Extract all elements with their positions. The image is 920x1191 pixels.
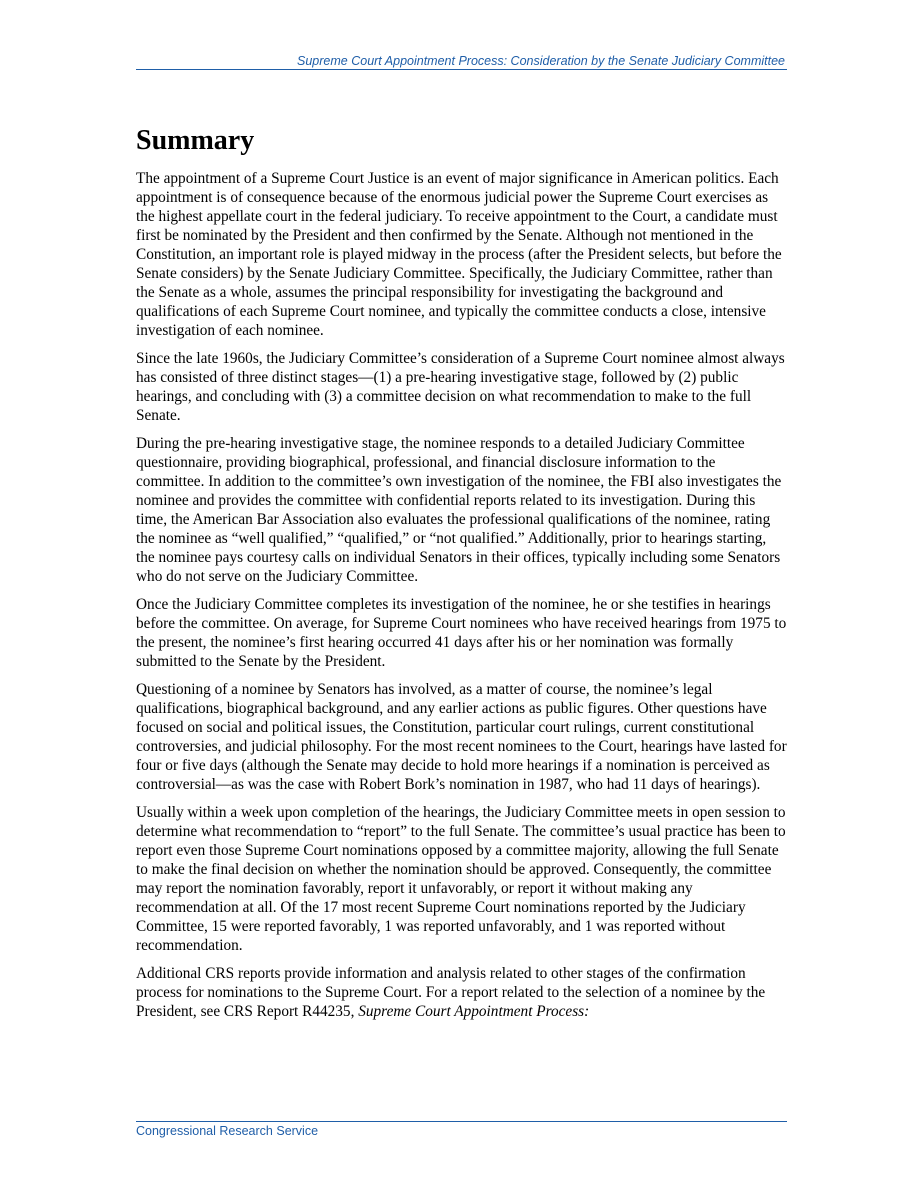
running-header-title: Supreme Court Appointment Process: Consideration by the Senate Judiciary Committee bbox=[297, 54, 785, 68]
summary-paragraph-1: The appointment of a Supreme Court Justice is an event of major significance in American politics. Each appointment is of consequence because of the enormous judicial power the Supreme Court exercises as the highest appellate court in the federal judiciary. To receive appointment to the Court, a candidate must first be nominated by the President and then confirmed by the Senate. Although not mentioned in the Constitution, an important role is played midway in the process (after the President selects, but before the Senate considers) by the Senate Judiciary Committee. Specifically, the Judiciary Committee, rather than the Senate as a whole, assumes the principal responsibility for investigating the background and qualifications of each Supreme Court nominee, and typically the committee conducts a close, intensive investigation of each nominee. bbox=[136, 170, 782, 339]
running-header bbox=[136, 54, 787, 70]
report-title-italic: Supreme Court Appointment Process: bbox=[358, 1003, 590, 1020]
summary-paragraph-5: Questioning of a nominee by Senators has involved, as a matter of course, the nominee’s legal qualifications, biographical background, and any earlier actions as public figures. Other questions have focused on social and political issues, the Constitution, particular court rulings, current constitutional controversies, and judicial philosophy. For the most recent nominees to the Court, hearings have lasted for four or five days (although the Senate may decide to hold more hearings if a nomination is perceived as controversial—as was the case with Robert Bork’s nomination in 1987, who had 11 days of hearings). bbox=[136, 681, 787, 793]
summary-paragraph-3: During the pre-hearing investigative stage, the nominee responds to a detailed Judiciary Committee questionnaire, providing biographical, professional, and financial disclosure information to the committee. In addition to the committee’s own investigation of the nominee, the FBI also investigates the nominee and provides the committee with confidential reports related to its investigation. During this time, the American Bar Association also evaluates the professional qualifications of the nominee, rating the nominee as “well qualified,” “qualified,” or “not qualified.” Additionally, prior to hearings starting, the nominee pays courtesy calls on individual Senators in their offices, typically including some Senators who do not serve on the Judiciary Committee. bbox=[136, 435, 782, 585]
summary-paragraph-7 bbox=[136, 964, 787, 1021]
document-body bbox=[136, 122, 787, 1030]
summary-paragraph-6: Usually within a week upon completion of the hearings, the Judiciary Committee meets in open session to determine what recommendation to “report” to the full Senate. The committee’s usual practice has been to report even those Supreme Court nominations opposed by a committee majority, allowing the full Senate to make the final decision on whether the nomination should be approved. Consequently, the committee may report the nomination favorably, report it unfavorably, or report it without making any recommendation at all. Of the 17 most recent Supreme Court nominations reported by the Judiciary Committee, 15 were reported favorably, 1 was reported unfavorably, and 1 was reported without recommendation. bbox=[136, 804, 786, 954]
footer-organization: Congressional Research Service bbox=[136, 1124, 319, 1138]
summary-paragraph-4: Once the Judiciary Committee completes its investigation of the nominee, he or she testifies in hearings before the committee. On average, for Supreme Court nominees who have received hearings from 1975 to the present, the nominee’s first hearing occurred 41 days after his or her nomination was formally submitted to the Senate by the President. bbox=[136, 596, 787, 670]
summary-paragraph-2: Since the late 1960s, the Judiciary Committee’s consideration of a Supreme Court nominee almost always has consisted of three distinct stages—(1) a pre-hearing investigative stage, followed by (2) public hearings, and concluding with (3) a committee decision on what recommendation to make to the full Senate. bbox=[136, 350, 785, 424]
summary-paragraph-7-text: Additional CRS reports provide information and analysis related to other stages of the confirmation process for nominations to the Supreme Court. For a report related to the selection of a nominee by the President, see CRS Report R44235, bbox=[136, 965, 766, 1020]
page-title: Summary bbox=[136, 125, 255, 156]
running-footer bbox=[136, 1121, 787, 1138]
